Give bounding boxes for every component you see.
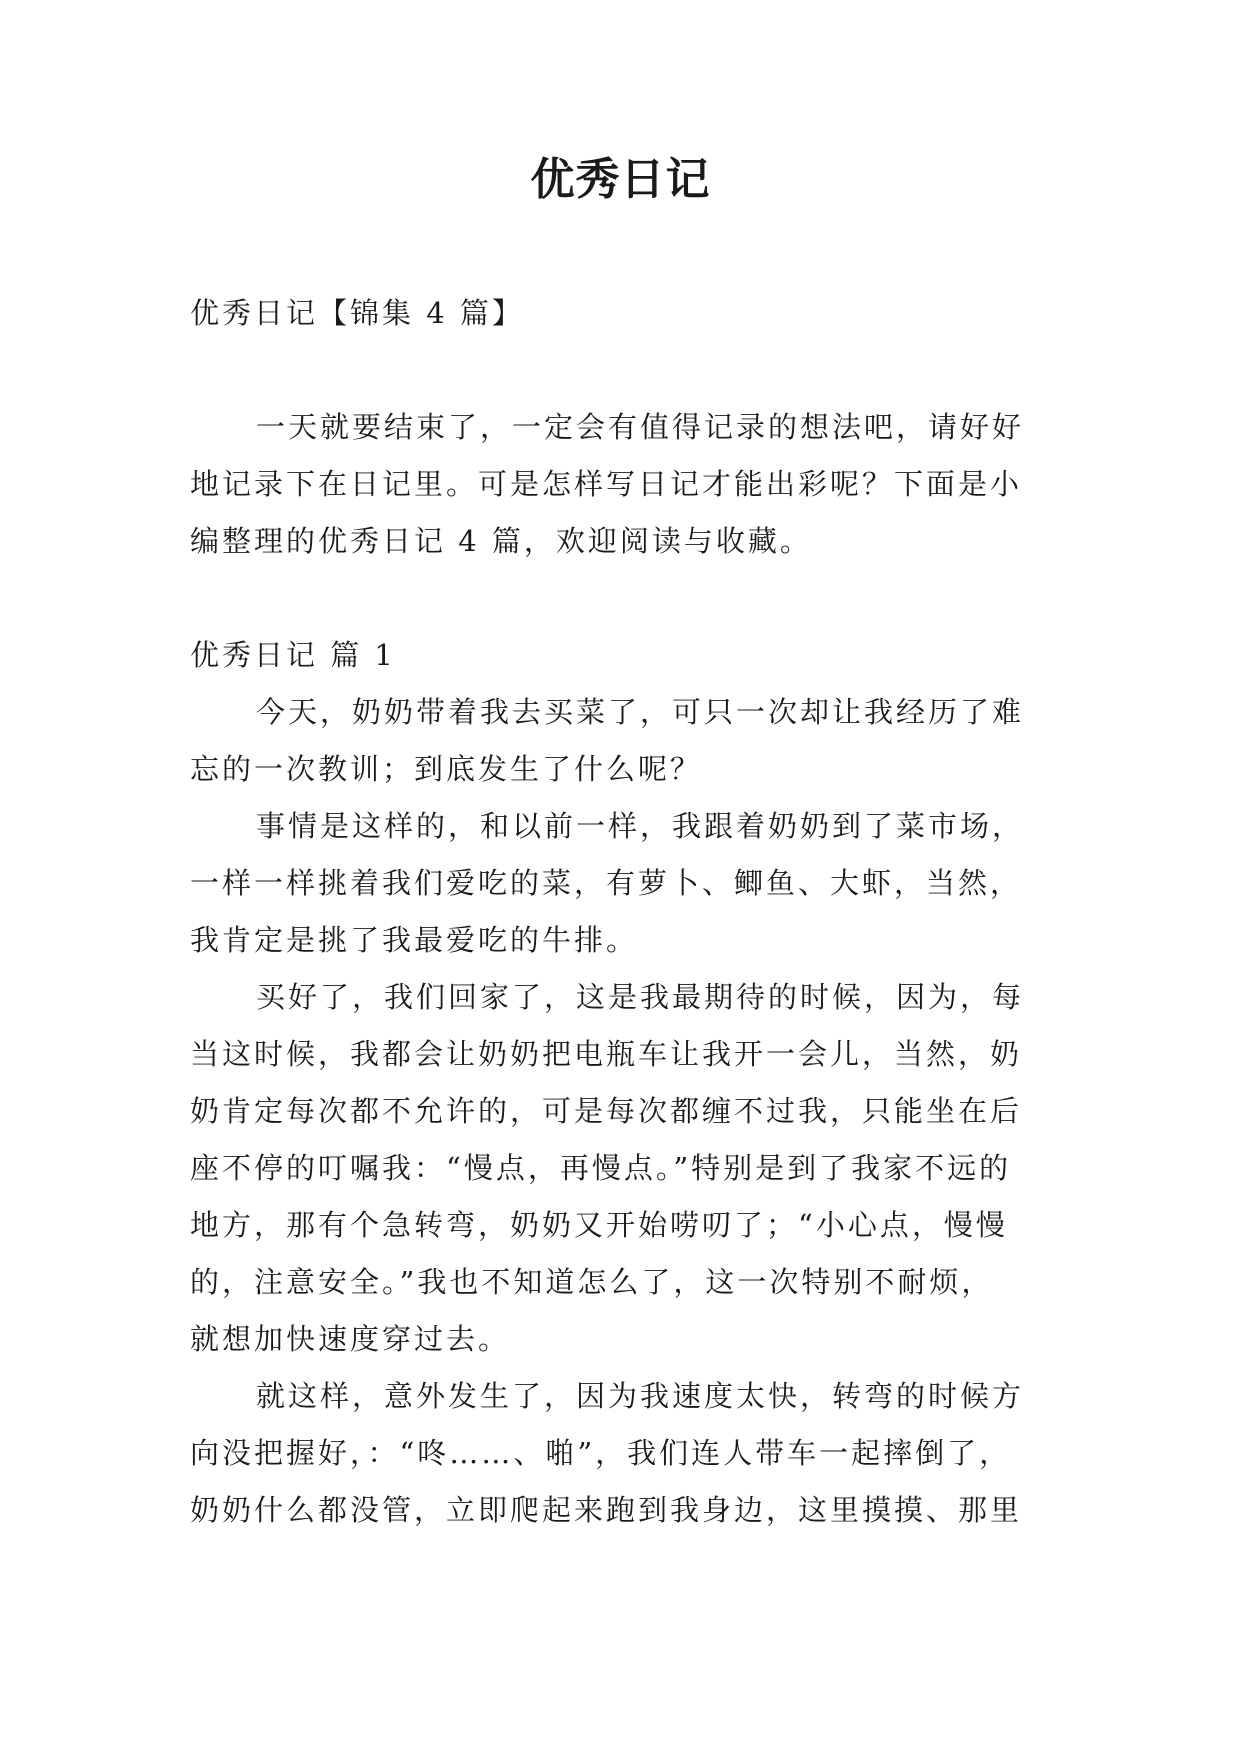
paragraph-line: 我肯定是挑了我最爱吃的牛排。	[190, 923, 639, 957]
paragraph-line: 的，注意安全。”我也不知道怎么了，这一次特别不耐烦，	[190, 1265, 994, 1299]
paragraph-line: 当这时候，我都会让奶奶把电瓶车让我开一会儿，当然，奶	[190, 1037, 1023, 1071]
document-subtitle: 优秀日记【锦集 4 篇】	[190, 296, 524, 330]
diary-paragraph	[190, 1368, 1060, 1539]
document-title: 优秀日记	[530, 154, 711, 205]
intro-paragraph	[190, 399, 1060, 570]
paragraph-line: 向没把握好，：“咚……、啪”，我们连人带车一起摔倒了，	[190, 1436, 1012, 1470]
paragraph-line: 事情是这样的，和以前一样，我跟着奶奶到了菜市场，	[256, 809, 1025, 843]
paragraph-line: 奶肯定每次都不允许的，可是每次都缠不过我，只能坐在后	[190, 1094, 1023, 1128]
paragraph-line: 就这样，意外发生了，因为我速度太快，转弯的时候方	[256, 1379, 1025, 1413]
paragraph-line: 就想加快速度穿过去。	[190, 1322, 511, 1356]
document-body	[190, 285, 1060, 1539]
section-heading: 优秀日记 篇 1	[190, 638, 396, 672]
diary-paragraph	[190, 969, 1060, 1368]
diary-paragraph	[190, 798, 1060, 969]
paragraph-line: 一样一样挑着我们爱吃的菜，有萝卜、鲫鱼、大虾，当然，	[190, 866, 1023, 900]
intro-line: 一天就要结束了，一定会有值得记录的想法吧，请好好	[256, 410, 1025, 444]
paragraph-line: 奶奶什么都没管，立即爬起来跑到我身边，这里摸摸、那里	[190, 1493, 1023, 1527]
diary-paragraph	[190, 684, 1060, 798]
intro-line: 编整理的优秀日记 4 篇，欢迎阅读与收藏。	[190, 524, 812, 558]
intro-line: 地记录下在日记里。可是怎样写日记才能出彩呢？下面是小	[190, 467, 1023, 501]
paragraph-line: 买好了，我们回家了，这是我最期待的时候，因为，每	[256, 980, 1025, 1014]
paragraph-line: 座不停的叮嘱我：“慢点，再慢点。”特别是到了我家不远的	[190, 1151, 1012, 1185]
paragraph-line: 地方，那有个急转弯，奶奶又开始唠叨了；“小心点，慢慢	[190, 1208, 1008, 1242]
paragraph-line: 忘的一次教训；到底发生了什么呢？	[190, 752, 703, 786]
paragraph-line: 今天，奶奶带着我去买菜了，可只一次却让我经历了难	[256, 695, 1025, 729]
